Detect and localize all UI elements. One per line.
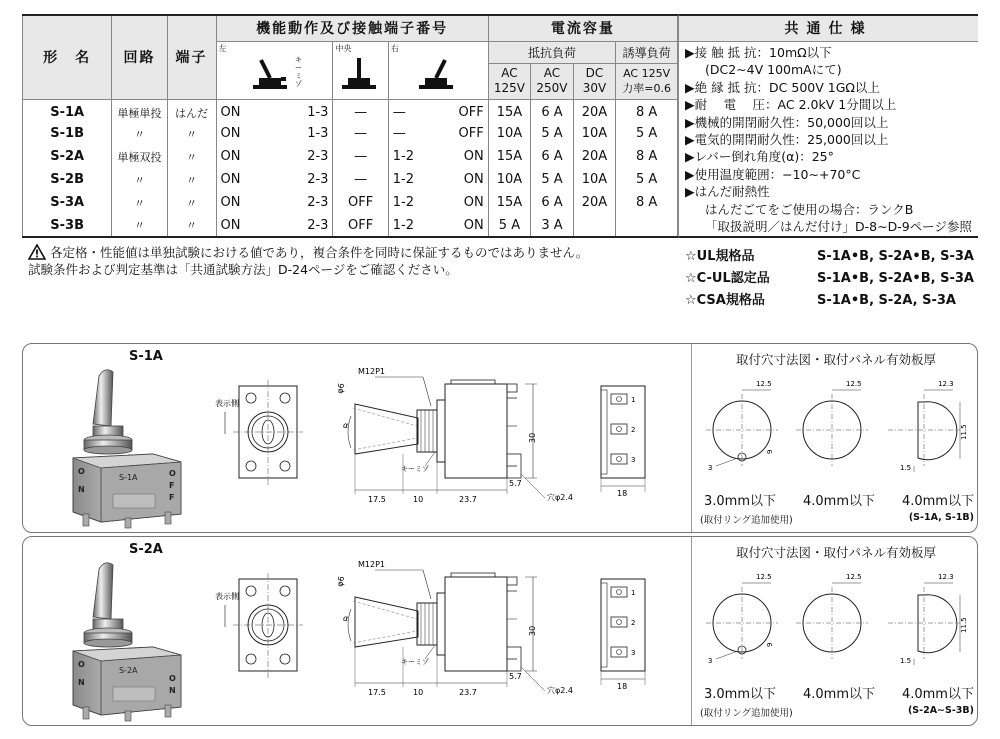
cell-terminal: 〃 [167, 145, 216, 168]
col-resistive: 抵抗負荷 [488, 41, 616, 63]
cell-right: ON [429, 191, 489, 214]
cell-ac250: 3 A [531, 214, 574, 237]
svg-text:12.3: 12.3 [938, 380, 954, 388]
svg-text:2: 2 [631, 619, 636, 627]
common-spec-item: ▶使用温度範囲：−10∼+70°C [685, 166, 861, 182]
svg-text:12.5: 12.5 [756, 573, 772, 581]
svg-text:9: 9 [766, 642, 774, 647]
common-spec-item: ▶電気的開閉耐久性：25,000回以上 [685, 132, 889, 148]
mount-hole-drawings [692, 559, 978, 699]
cell-dc30: 20A [573, 191, 616, 214]
cell-center: — [333, 99, 388, 122]
svg-text:1.5: 1.5 [900, 657, 912, 665]
common-spec-item: (DC2∼4V 100mAにて) [705, 62, 842, 78]
key-mark-text: キ [294, 55, 302, 64]
svg-text:ゾ: ゾ [294, 79, 302, 88]
side-label: 表示側 [215, 399, 239, 408]
cell-right-t: 1-2 [388, 145, 428, 168]
cell-terminal: はんだ [167, 99, 216, 122]
svg-text:12.5: 12.5 [756, 380, 772, 388]
cell-left-t: 2-3 [263, 214, 333, 237]
thread-label: M12P1 [358, 560, 385, 569]
col-model: 形 名 [23, 15, 112, 99]
cell-left-t: 2-3 [263, 145, 333, 168]
mount-sublabels [700, 512, 974, 526]
mount-hole-drawings [692, 366, 978, 506]
cell-model: S-2B [23, 168, 112, 191]
cell-left: ON [216, 145, 263, 168]
cell-right-t: 1-2 [388, 168, 428, 191]
key-label: キーミゾ [401, 658, 429, 666]
cell-circuit: 〃 [112, 191, 167, 214]
product-panel-s1a [22, 343, 978, 533]
product-panel-s2a [22, 536, 978, 726]
cert-models: S-1A•B, S-2A•B, S-3A [817, 249, 974, 264]
cell-right-t: — [388, 122, 428, 145]
cell-circuit: 〃 [112, 214, 167, 237]
mount-label-1: 3.0mm以下 [704, 494, 777, 509]
phi6-label: φ6 [335, 382, 347, 395]
lever-right-icon [389, 48, 483, 98]
cell-left: ON [216, 122, 263, 145]
common-specs-title: 共通仕様 [679, 16, 978, 42]
pos-right-header [388, 41, 488, 99]
svg-text:1: 1 [631, 396, 636, 404]
svg-text:ミ: ミ [294, 71, 302, 80]
svg-text:ー: ー [294, 63, 302, 72]
svg-text:O: O [169, 674, 176, 683]
svg-text:3: 3 [631, 456, 636, 464]
common-spec-item: はんだごてをご使用の場合：ランクB [705, 201, 914, 217]
cert-models: S-1A•B, S-2A, S-3A [817, 293, 956, 308]
cell-left: ON [216, 99, 263, 122]
svg-text:N: N [78, 678, 85, 687]
common-spec-item: ▶接 触 抵 抗：10mΩ以下 [685, 45, 832, 60]
dim-23-7: 23.7 [459, 688, 477, 697]
certifications [685, 246, 974, 312]
cell-ind: 5 A [616, 122, 678, 145]
mount-sublabels [700, 705, 974, 719]
svg-text:12.5: 12.5 [846, 380, 862, 388]
dim-10: 10 [413, 495, 424, 504]
svg-text:O: O [169, 469, 176, 478]
svg-text:2: 2 [631, 426, 636, 434]
cell-left-t: 1-3 [263, 99, 333, 122]
panel-title: S-2A [129, 542, 163, 557]
cell-model: S-2A [23, 145, 112, 168]
col-terminal: 端子 [167, 15, 216, 99]
table-row [23, 191, 678, 214]
svg-text:O: O [78, 467, 85, 476]
cell-right: ON [429, 168, 489, 191]
cell-circuit: 〃 [112, 122, 167, 145]
dim-17-5: 17.5 [368, 688, 386, 697]
common-spec-item: 「取扱説明／はんだ付け」D-8∼D-9ページ参照 [705, 219, 972, 235]
cell-dc30 [573, 214, 616, 237]
col-current: 電流容量 [488, 15, 677, 41]
dim-30: 30 [528, 432, 537, 443]
cert-row [685, 268, 974, 290]
photo-label: S-1A [119, 473, 138, 482]
photo-label: S-2A [119, 666, 138, 675]
cell-right-t: 1-2 [388, 191, 428, 214]
mount-sub-1: (取付リング追加使用) [700, 708, 793, 719]
notes [28, 244, 588, 278]
col-function: 機能動作及び接触端子番号 [216, 15, 488, 41]
cell-ac125: 5 A [488, 214, 531, 237]
mount-sub-2: (S-1A, S-1B) [908, 512, 974, 523]
cell-circuit: 〃 [112, 168, 167, 191]
cell-dc30: 10A [573, 122, 616, 145]
cell-right: OFF [429, 122, 489, 145]
svg-text:3: 3 [708, 464, 713, 472]
cert-models: S-1A•B, S-2A•B, S-3A [817, 271, 974, 286]
svg-text:1.5: 1.5 [900, 464, 912, 472]
mount-title: 取付穴寸法図・取付パネル有効板厚 [735, 352, 936, 367]
cell-terminal: 〃 [167, 122, 216, 145]
common-spec-item: ▶はんだ耐熱性 [685, 184, 770, 200]
col-circuit: 回路 [112, 15, 167, 99]
cell-ac125: 10A [488, 168, 531, 191]
mount-sub-2: (S-2A∼S-3B) [907, 705, 974, 716]
dim-23-7: 23.7 [459, 495, 477, 504]
cell-dc30: 20A [573, 145, 616, 168]
cert-label: ☆UL規格品 [685, 249, 755, 264]
dim-18: 18 [617, 682, 628, 691]
cell-left-t: 2-3 [263, 191, 333, 214]
cell-terminal: 〃 [167, 214, 216, 237]
dim-30: 30 [528, 625, 537, 636]
svg-text:3: 3 [631, 649, 636, 657]
dim-18: 18 [617, 489, 628, 498]
cell-ac125: 15A [488, 145, 531, 168]
cert-row [685, 246, 974, 268]
dim-5-7: 5.7 [509, 672, 522, 681]
lever-left-icon [217, 48, 327, 98]
mounting-panel [691, 537, 978, 726]
switch-photo [53, 354, 193, 529]
cell-ind: 5 A [616, 168, 678, 191]
col-ind: AC 125V 力率=0.6 [616, 63, 678, 99]
col-ac250: AC 250V [531, 63, 574, 99]
note-line-1: 各定格・性能値は単独試験における値であり，複合条件を同時に保証するものではありません。 [50, 245, 589, 260]
svg-text:11.5: 11.5 [960, 424, 968, 440]
cell-ac250: 5 A [531, 122, 574, 145]
svg-text:9: 9 [766, 449, 774, 454]
cell-center: OFF [333, 191, 388, 214]
cell-left-t: 1-3 [263, 122, 333, 145]
cell-center: — [333, 168, 388, 191]
cert-label: ☆C-UL認定品 [685, 271, 770, 286]
cell-model: S-3A [23, 191, 112, 214]
cell-right: ON [429, 214, 489, 237]
pos-right-label: 右 [390, 43, 399, 53]
cell-ac250: 6 A [531, 99, 574, 122]
cell-ac250: 6 A [531, 191, 574, 214]
svg-text:F: F [169, 481, 175, 490]
pos-center-header [333, 41, 388, 99]
table-row [23, 145, 678, 168]
common-spec-item: ▶絶 縁 抵 抗：DC 500V 1GΩ以上 [685, 79, 880, 95]
hole-label: 穴φ2.4 [547, 493, 573, 502]
svg-text:1: 1 [631, 589, 636, 597]
cell-left-t: 2-3 [263, 168, 333, 191]
pos-center-label: 中央 [335, 43, 352, 53]
mount-label-2: 4.0mm以下 [802, 687, 875, 702]
table-row [23, 168, 678, 191]
common-spec-item: ▶レバー倒れ角度(α)：25° [685, 149, 834, 165]
alpha-label: α [343, 614, 349, 623]
cell-model: S-1B [23, 122, 112, 145]
svg-text:N: N [78, 485, 85, 494]
panel-title: S-1A [129, 349, 163, 364]
cell-model: S-3B [23, 214, 112, 237]
cell-ac125: 10A [488, 122, 531, 145]
key-label: キーミゾ [401, 465, 429, 473]
col-dc30: DC 30V [573, 63, 616, 99]
lever-center-icon [333, 48, 385, 98]
cell-left: ON [216, 168, 263, 191]
svg-text:F: F [169, 493, 175, 502]
note-line-2: 試験条件および判定基準は「共通試験方法」D-24ページをご確認ください。 [28, 262, 458, 277]
dim-17-5: 17.5 [368, 495, 386, 504]
cert-row [685, 290, 974, 312]
svg-text:11.5: 11.5 [960, 617, 968, 633]
alpha-label: α [343, 421, 349, 430]
table-row [23, 122, 678, 145]
cell-ac250: 6 A [531, 145, 574, 168]
table-row [23, 214, 678, 237]
warning-icon [28, 244, 46, 260]
dim-10: 10 [413, 688, 424, 697]
col-ac125: AC 125V [488, 63, 531, 99]
cell-circuit: 単極単投 [112, 99, 167, 122]
cell-right-t: 1-2 [388, 214, 428, 237]
cert-label: ☆CSA規格品 [685, 293, 765, 308]
cell-ac125: 15A [488, 99, 531, 122]
cell-right: ON [429, 145, 489, 168]
thread-label: M12P1 [358, 367, 385, 376]
pos-left-label: 左 [218, 43, 227, 53]
cell-right-t: — [388, 99, 428, 122]
common-specs [678, 14, 978, 238]
cell-ind: 8 A [616, 145, 678, 168]
hole-label: 穴φ2.4 [547, 686, 573, 695]
cell-left: ON [216, 214, 263, 237]
svg-text:3: 3 [708, 657, 713, 665]
cell-ac125: 15A [488, 191, 531, 214]
cell-center: OFF [333, 214, 388, 237]
cell-center: — [333, 145, 388, 168]
cell-dc30: 10A [573, 168, 616, 191]
mount-sub-1: (取付リング追加使用) [700, 515, 793, 526]
common-specs-list [679, 42, 978, 235]
cell-terminal: 〃 [167, 191, 216, 214]
cell-ind: 8 A [616, 191, 678, 214]
dimension-drawing [203, 344, 713, 533]
mount-label-1: 3.0mm以下 [704, 687, 777, 702]
mounting-panel [691, 344, 978, 533]
mount-title: 取付穴寸法図・取付パネル有効板厚 [735, 545, 936, 560]
mount-thickness-labels [704, 683, 974, 702]
svg-text:12.5: 12.5 [846, 573, 862, 581]
dim-5-7: 5.7 [509, 479, 522, 488]
svg-text:O: O [78, 660, 85, 669]
cell-ind: 8 A [616, 99, 678, 122]
mount-label-3: 4.0mm以下 [901, 494, 974, 509]
cell-terminal: 〃 [167, 168, 216, 191]
cell-right: OFF [429, 99, 489, 122]
svg-text:N: N [169, 686, 176, 695]
common-spec-item: ▶機械的開閉耐久性：50,000回以上 [685, 114, 889, 130]
cell-ac250: 5 A [531, 168, 574, 191]
cell-left: ON [216, 191, 263, 214]
side-label: 表示側 [215, 592, 239, 601]
phi6-label: φ6 [335, 575, 347, 588]
table-row [23, 99, 678, 122]
mount-label-3: 4.0mm以下 [901, 687, 974, 702]
cell-dc30: 20A [573, 99, 616, 122]
mount-label-2: 4.0mm以下 [802, 494, 875, 509]
pos-left-header [216, 41, 333, 99]
mount-thickness-labels [704, 490, 974, 509]
svg-text:12.3: 12.3 [938, 573, 954, 581]
switch-photo [53, 547, 193, 722]
common-spec-item: ▶耐 電 圧：AC 2.0kV 1分間以上 [685, 97, 897, 113]
cell-center: — [333, 122, 388, 145]
cell-ind [616, 214, 678, 237]
col-inductive: 誘導負荷 [616, 41, 678, 63]
spec-table [22, 14, 678, 238]
cell-circuit: 単極双投 [112, 145, 167, 168]
cell-model: S-1A [23, 99, 112, 122]
dimension-drawing [203, 537, 713, 726]
